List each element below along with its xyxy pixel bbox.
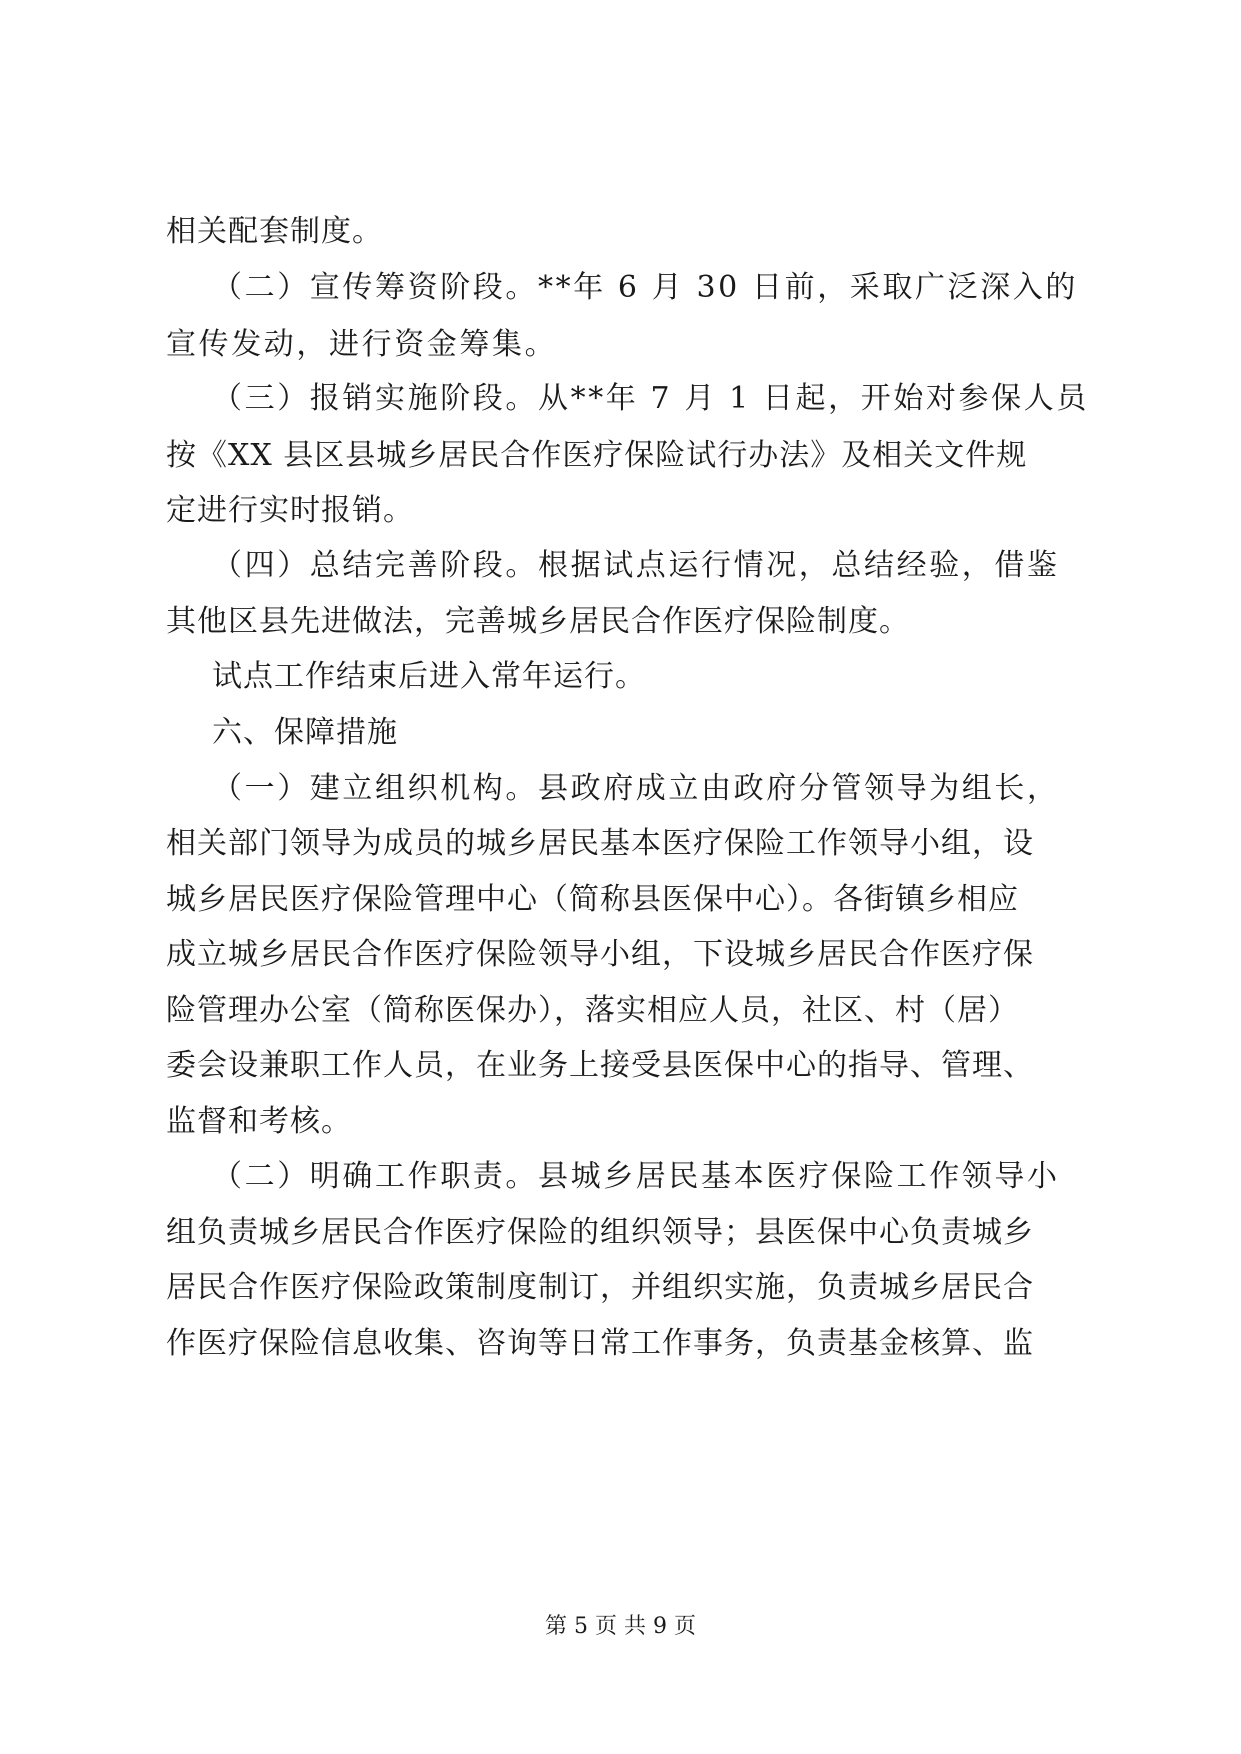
text-line: 定进行实时报销。: [166, 493, 414, 528]
text-line: 相关部门领导为成员的城乡居民基本医疗保险工作领导小组，设: [166, 826, 1034, 861]
text-line: 城乡居民医疗保险管理中心（简称县医保中心）。各街镇乡相应: [166, 882, 1019, 917]
text-line: 居民合作医疗保险政策制度制订，并组织实施，负责城乡居民合: [166, 1270, 1034, 1305]
text-line: 相关配套制度。: [166, 214, 383, 249]
text-line: 试点工作结束后进入常年运行。: [212, 659, 646, 694]
text-line: 宣传发动，进行资金筹集。: [166, 327, 558, 362]
text-line: 按《XX 县区县城乡居民合作医疗保险试行办法》及相关文件规: [166, 438, 1028, 473]
page-number-footer: 第 5 页 共 9 页: [545, 1614, 696, 1639]
text-line: 作医疗保险信息收集、咨询等日常工作事务，负责基金核算、监: [166, 1326, 1034, 1361]
text-line: 委会设兼职工作人员，在业务上接受县医保中心的指导、管理、: [166, 1048, 1034, 1083]
text-line: 成立城乡居民合作医疗保险领导小组，下设城乡居民合作医疗保: [166, 937, 1034, 972]
text-line: 险管理办公室（简称医保办），落实相应人员，社区、村（居）: [166, 993, 1019, 1028]
text-line: 组负责城乡居民合作医疗保险的组织领导；县医保中心负责城乡: [166, 1215, 1034, 1250]
text-line: （三）报销实施阶段。从**年 7 月 1 日起，开始对参保人员: [212, 381, 1089, 416]
text-line: （四）总结完善阶段。根据试点运行情况，总结经验，借鉴: [212, 548, 1060, 583]
section-heading: 六、保障措施: [212, 715, 398, 750]
text-line: （二）明确工作职责。县城乡居民基本医疗保险工作领导小: [212, 1159, 1060, 1194]
text-line: 监督和考核。: [166, 1104, 352, 1139]
text-line: （一）建立组织机构。县政府成立由政府分管领导为组长，: [212, 771, 1060, 806]
text-line: （二）宣传筹资阶段。**年 6 月 30 日前，采取广泛深入的: [212, 270, 1079, 305]
text-line: 其他区县先进做法，完善城乡居民合作医疗保险制度。: [166, 604, 910, 639]
